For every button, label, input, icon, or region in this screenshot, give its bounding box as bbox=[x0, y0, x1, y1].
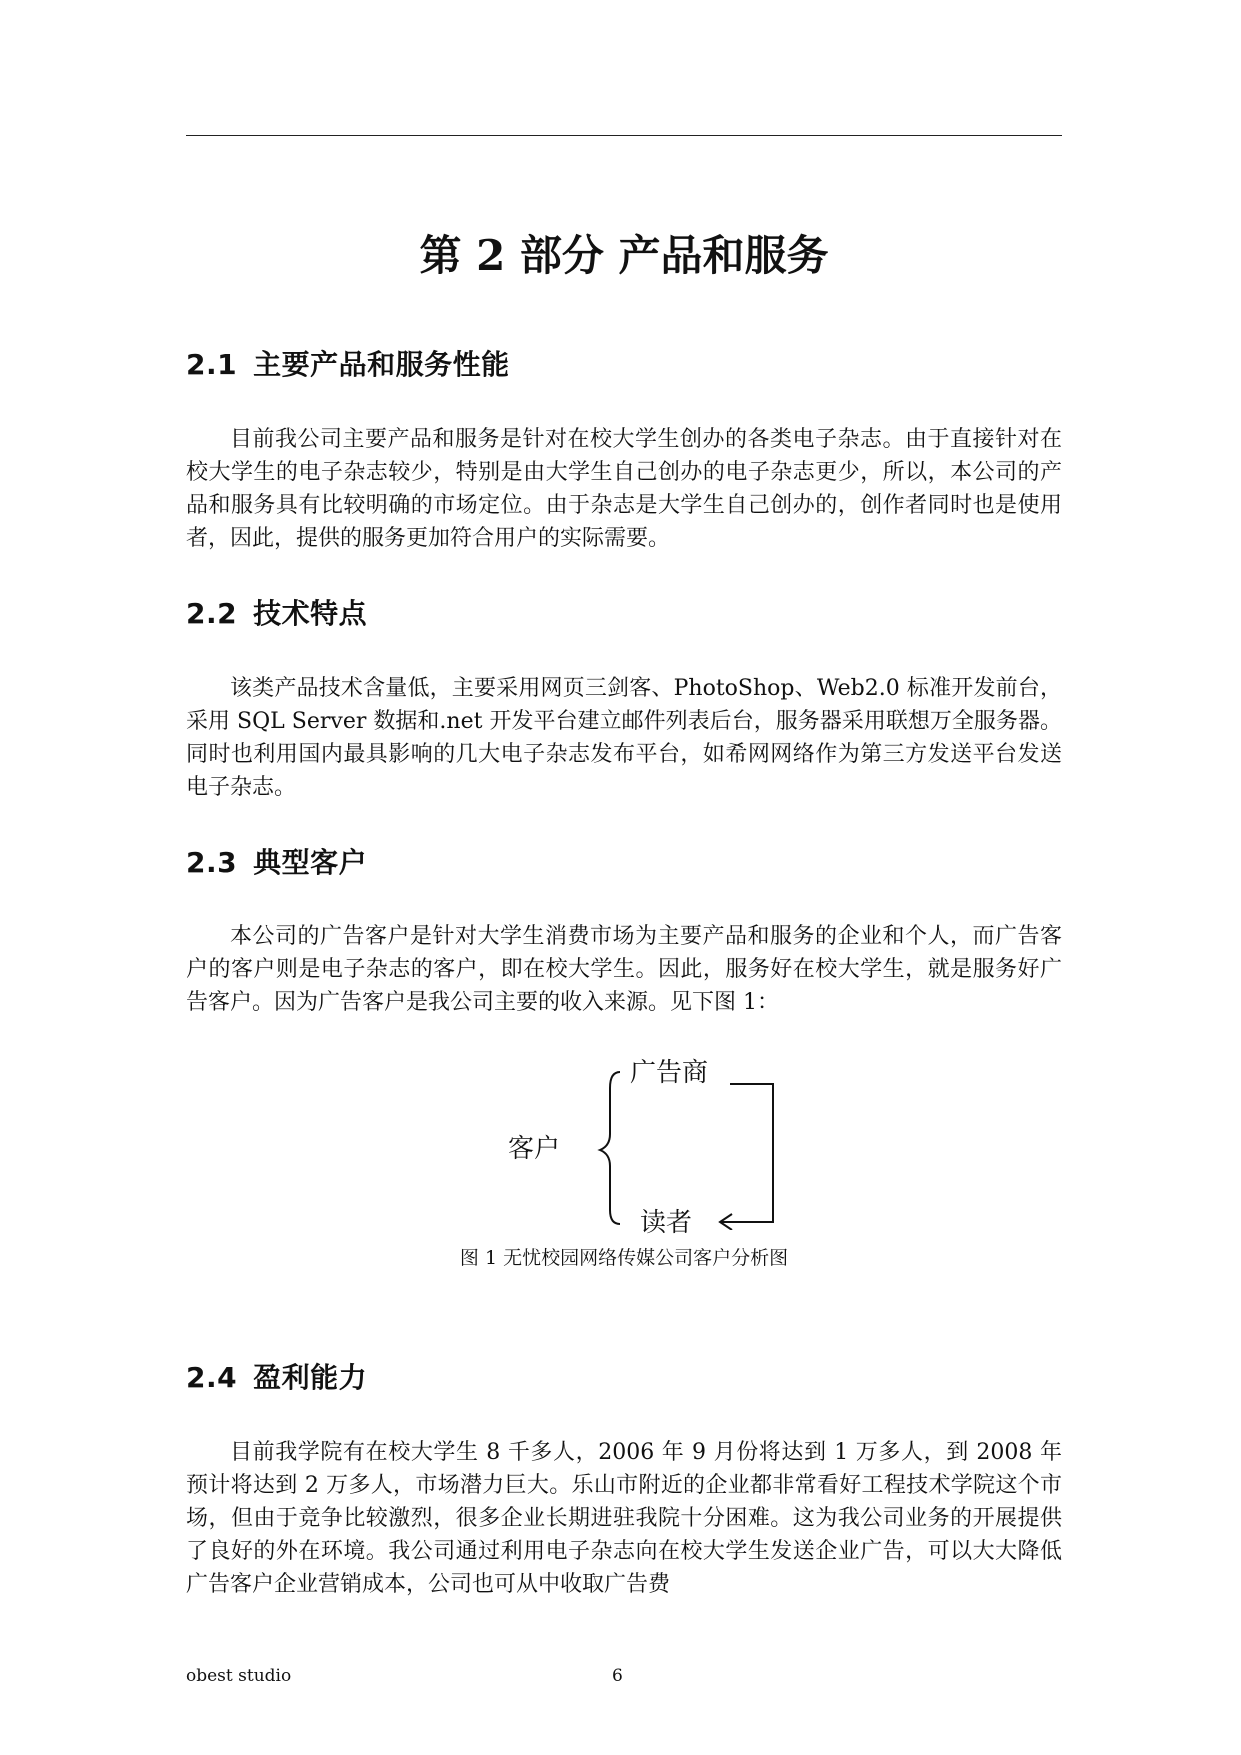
header-rule bbox=[186, 135, 1062, 136]
figure-caption: 图 1 无忧校园网络传媒公司客户分析图 bbox=[459, 1247, 789, 1269]
footer-studio-name: obest studio bbox=[186, 1666, 292, 1686]
section-number: 2.1 bbox=[186, 348, 238, 381]
section-title: 盈利能力 bbox=[253, 1361, 368, 1394]
section-heading-2-4 bbox=[186, 1358, 367, 1398]
section-heading-2-3 bbox=[186, 843, 367, 883]
section-title: 主要产品和服务性能 bbox=[253, 348, 510, 381]
diagram-top-label: 广告商 bbox=[630, 1058, 709, 1088]
section-paragraph-2-4: 目前我学院有在校大学生 8 千多人，2006 年 9 月份将达到 1 万多人，到 2008 年预计将达到 2 万多人，市场潜力巨大。乐山市附近的企业都非常看好工程技术学院这个市场，但由于竞争比较激烈，很多企业长期进驻我院十分困难。这为我公司业务的开展提供了良好的外在环境。我公司通过利用电子杂志向在校大学生发送企业广告，可以大大降低广告客户企业营销成本，公司也可从中收取广告费 bbox=[186, 1440, 1062, 1597]
customer-diagram bbox=[480, 1050, 800, 1238]
curly-brace bbox=[600, 1072, 620, 1224]
diagram-root-label: 客户 bbox=[508, 1134, 561, 1164]
section-heading-2-1 bbox=[186, 345, 510, 385]
section-title: 典型客户 bbox=[253, 846, 368, 879]
footer-page-number: 6 bbox=[612, 1666, 623, 1686]
diagram-bottom-label: 读者 bbox=[640, 1208, 693, 1238]
chapter-title: 第 2 部分 产品和服务 bbox=[419, 231, 829, 280]
section-paragraph-2-2: 该类产品技术含量低，主要采用网页三剑客、PhotoShop、Web2.0 标准开发前台，采用 SQL Server 数据和.net 开发平台建立邮件列表后台，服务器采用联想万全服务器。同时也利用国内最具影响的几大电子杂志发布平台，如希网网络作为第三方发送平台发送电子杂志。 bbox=[186, 676, 1062, 800]
section-number: 2.3 bbox=[186, 846, 238, 879]
section-number: 2.4 bbox=[186, 1361, 238, 1394]
section-heading-2-2 bbox=[186, 594, 367, 634]
section-number: 2.2 bbox=[186, 597, 238, 630]
section-paragraph-2-1: 目前我公司主要产品和服务是针对在校大学生创办的各类电子杂志。由于直接针对在校大学生的电子杂志较少，特别是由大学生自己创办的电子杂志更少，所以，本公司的产品和服务具有比较明确的市场定位。由于杂志是大学生自己创办的，创作者同时也是使用者，因此，提供的服务更加符合用户的实际需要。 bbox=[186, 427, 1062, 551]
section-title: 技术特点 bbox=[253, 597, 368, 630]
connector-line bbox=[720, 1084, 773, 1222]
section-paragraph-2-3: 本公司的广告客户是针对大学生消费市场为主要产品和服务的企业和个人，而广告客户的客户则是电子杂志的客户，即在校大学生。因此，服务好在校大学生，就是服务好广告客户。因为广告客户是我公司主要的收入来源。见下图 1： bbox=[186, 924, 1062, 1015]
